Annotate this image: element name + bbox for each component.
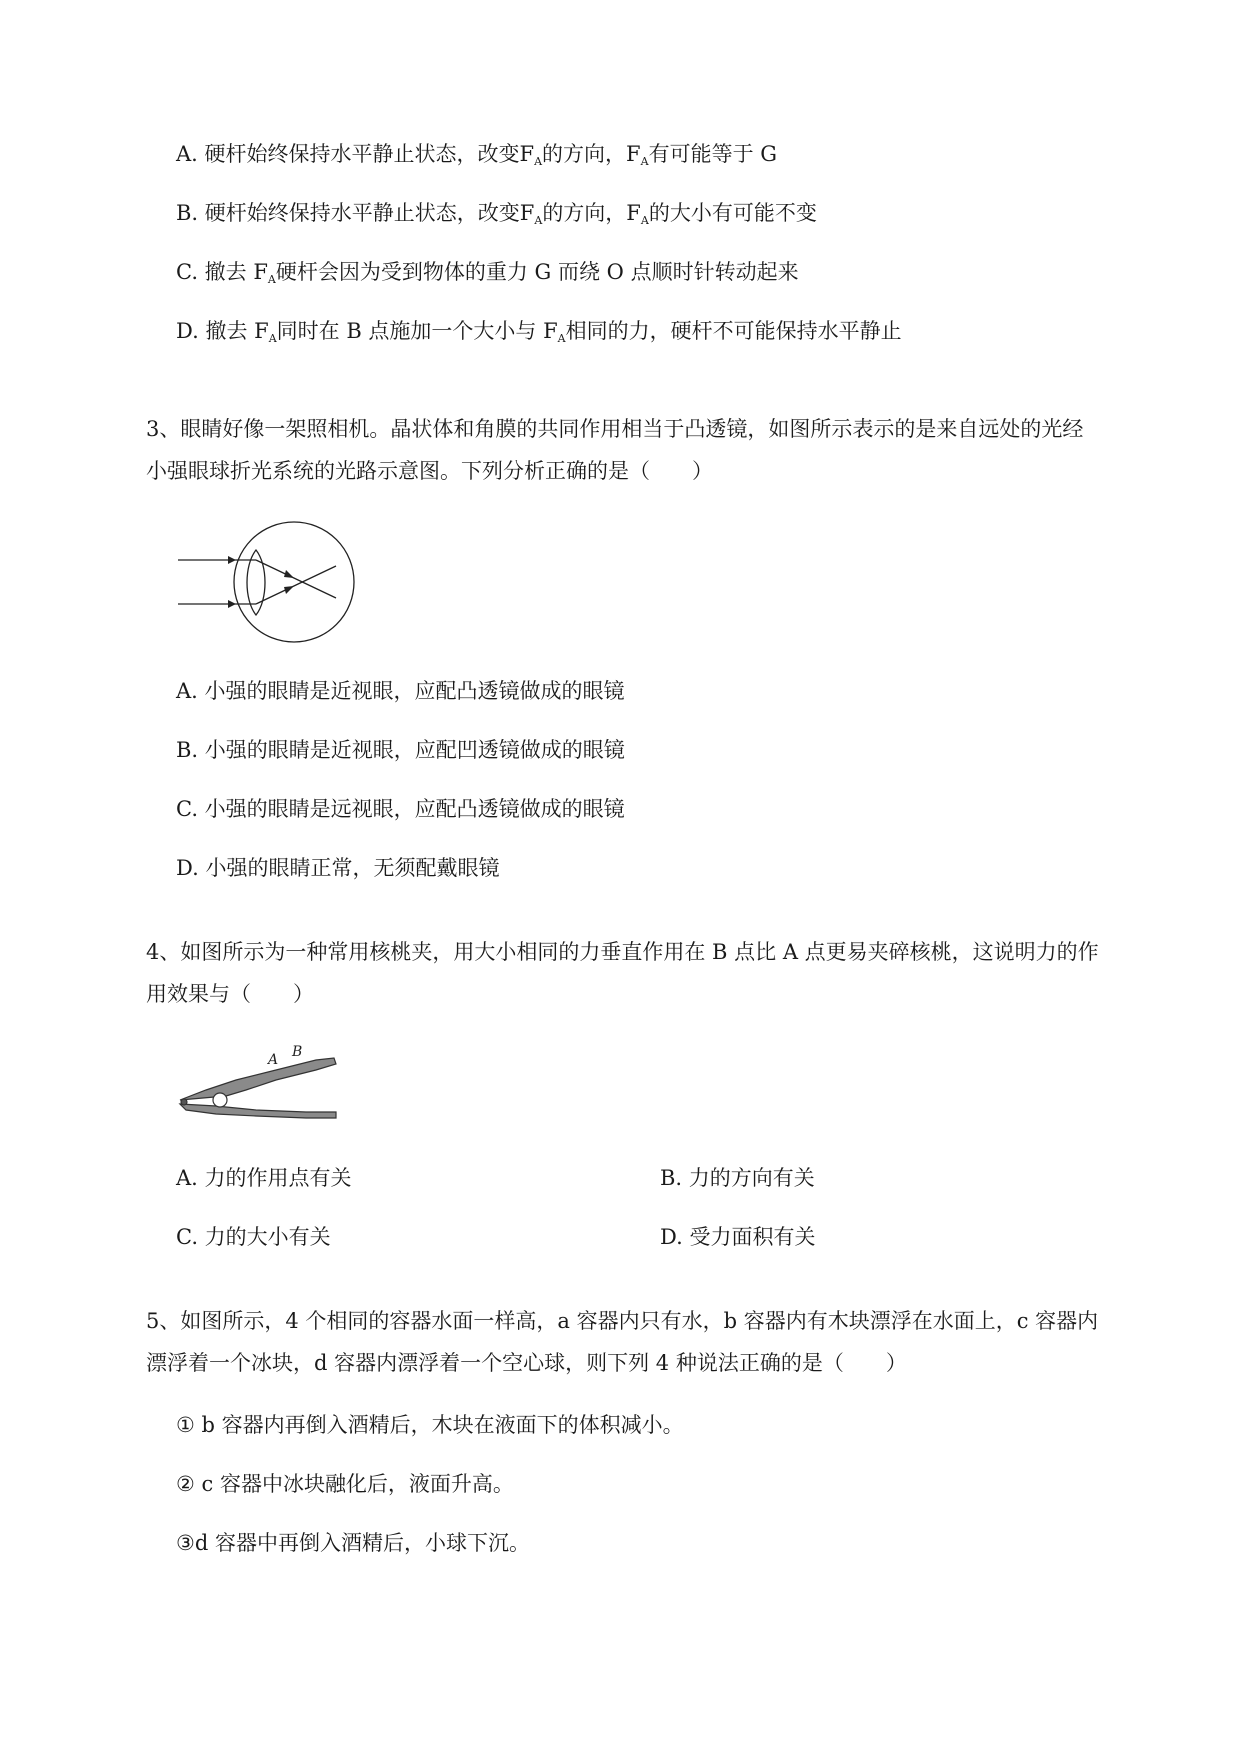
nutcracker-diagram (176, 1040, 346, 1120)
pivot-point (181, 1099, 187, 1105)
q5-statement-2: ② c 容器中冰块融化后，液面升高。 (176, 1472, 514, 1496)
q5-stem-line2: 漂浮着一个冰块，d 容器内漂浮着一个空心球，则下列 4 种说法正确的是（ ） (146, 1351, 907, 1375)
nutcracker-lower-arm (180, 1104, 336, 1118)
label-b: B (292, 1044, 303, 1060)
q2-option-b: B. 硬杆始终保持水平静止状态，改变$F_A$的方向，$F_A$的大小有可能不变 (176, 201, 817, 227)
q4-option-d: D. 受力面积有关 (660, 1225, 816, 1249)
q4-stem-line1: 4、如图所示为一种常用核桃夹，用大小相同的力垂直作用在 B 点比 A 点更易夹碎核桃，这说明力的作 (146, 940, 1099, 964)
q3-stem-line2: 小强眼球折光系统的光路示意图。下列分析正确的是（ ） (146, 459, 713, 483)
q4-option-c: C. 力的大小有关 (176, 1225, 331, 1249)
q3-option-d: D. 小强的眼睛正常，无须配戴眼镜 (176, 856, 500, 880)
label-a: A (268, 1052, 279, 1068)
q2-option-d: D. 撤去 $F_A$同时在 B 点施加一个大小与 $F_A$相同的力，硬杆不可能保持水平静止 (176, 319, 902, 345)
q5-statement-1: ① b 容器内再倒入酒精后，木块在液面下的体积减小。 (176, 1413, 684, 1437)
eyeball-outline (234, 522, 354, 642)
walnut (213, 1093, 227, 1107)
q5-statement-3: ③d 容器中再倒入酒精后，小球下沉。 (176, 1531, 530, 1555)
arrow-head-refracted-lower (284, 586, 294, 594)
nutcracker-upper-arm (180, 1058, 336, 1100)
q5-stem-line1: 5、如图所示，4 个相同的容器水面一样高，a 容器内只有水，b 容器内有木块漂浮在水面上，c 容器内 (146, 1309, 1099, 1333)
q3-option-b: B. 小强的眼睛是近视眼，应配凹透镜做成的眼镜 (176, 738, 625, 762)
q2-option-c: C. 撤去 $F_A$硬杆会因为受到物体的重力 G 而绕 O 点顺时针转动起来 (176, 260, 799, 286)
q3-option-c: C. 小强的眼睛是远视眼，应配凸透镜做成的眼镜 (176, 797, 625, 821)
q4-option-a: A. 力的作用点有关 (176, 1166, 352, 1190)
refracted-ray-lower (256, 566, 336, 604)
q3-stem-line1: 3、眼睛好像一架照相机。晶状体和角膜的共同作用相当于凸透镜，如图所示表示的是来自远处的光经 (146, 417, 1084, 441)
q4-stem-line2: 用效果与（ ） (146, 982, 314, 1006)
q3-option-a: A. 小强的眼睛是近视眼，应配凸透镜做成的眼镜 (176, 679, 625, 703)
refracted-ray-upper (256, 560, 336, 598)
q2-option-a: A. 硬杆始终保持水平静止状态，改变$F_A$的方向，$F_A$有可能等于 G (176, 142, 778, 168)
arrow-head-upper (228, 556, 236, 564)
arrow-head-refracted-upper (284, 570, 294, 578)
eye-diagram (176, 520, 376, 645)
arrow-head-lower (228, 600, 236, 608)
q4-option-b: B. 力的方向有关 (660, 1166, 815, 1190)
